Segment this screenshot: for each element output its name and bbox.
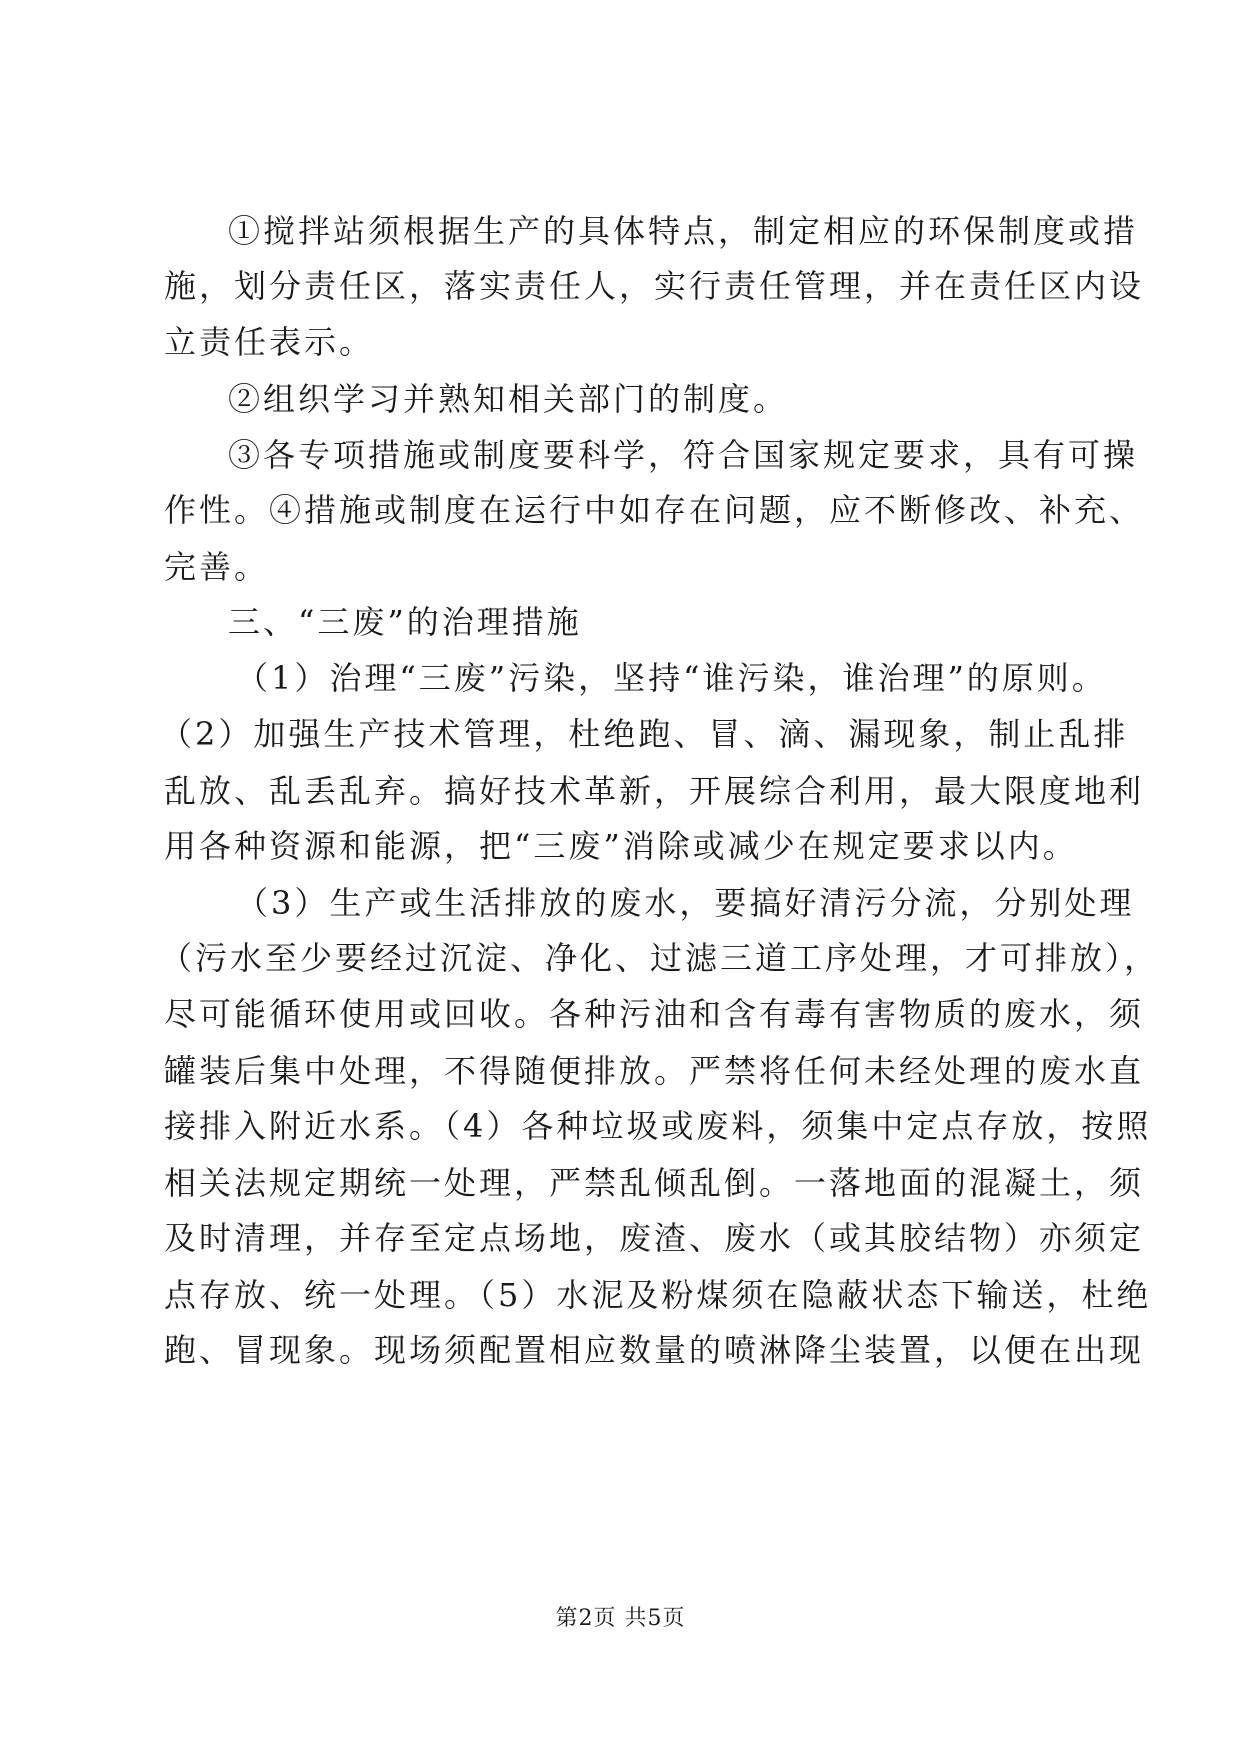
page-footer: 第2页 共5页 <box>555 1606 686 1631</box>
body-line: 用各种资源和能源，把“三废”消除或减少在规定要求以内。 <box>164 827 1078 865</box>
body-line: 尽可能循环使用或回收。各种污油和含有毒有害物质的废水，须 <box>164 995 1145 1033</box>
body-line: 点存放、统一处理。（5）水泥及粉煤须在隐蔽状态下输送，杜绝 <box>164 1276 1152 1314</box>
body-line: 作性。④措施或制度在运行中如存在问题，应不断修改、补充、 <box>164 491 1145 529</box>
body-line: 罐装后集中处理，不得随便排放。严禁将任何未经处理的废水直 <box>164 1052 1145 1090</box>
body-line: 施，划分责任区，落实责任人，实行责任管理，并在责任区内设 <box>164 267 1145 305</box>
section-heading: 三、“三废”的治理措施 <box>228 603 582 641</box>
body-line: 相关法规定期统一处理，严禁乱倾乱倒。一落地面的混凝土，须 <box>164 1164 1145 1202</box>
body-line: （1）治理“三废”污染，坚持“谁污染，谁治理”的原则。 <box>236 659 1107 697</box>
body-line: 接排入附近水系。（4）各种垃圾或废料，须集中定点存放，按照 <box>164 1107 1152 1145</box>
body-line: ③各专项措施或制度要科学，符合国家规定要求，具有可操 <box>228 436 1139 474</box>
body-line: ①搅拌站须根据生产的具体特点，制定相应的环保制度或措 <box>228 212 1139 250</box>
body-line: （3）生产或生活排放的废水，要搞好清污分流，分别处理 <box>236 884 1135 922</box>
body-line: 完善。 <box>164 548 270 586</box>
body-line: 立责任表示。 <box>164 323 375 361</box>
body-line: （污水至少要经过沉淀、净化、过滤三道工序处理，才可排放）， <box>160 939 1160 977</box>
body-line: ②组织学习并熟知相关部门的制度。 <box>228 380 789 418</box>
body-line: 及时清理，并存至定点场地，废渣、废水（或其胶结物）亦须定 <box>164 1219 1145 1257</box>
body-line: 乱放、乱丢乱弃。搞好技术革新，开展综合利用，最大限度地利 <box>164 772 1145 810</box>
body-line: （2）加强生产技术管理，杜绝跑、冒、滴、漏现象，制止乱排 <box>160 715 1129 753</box>
body-line: 跑、冒现象。现场须配置相应数量的喷淋降尘装置，以便在出现 <box>164 1331 1145 1369</box>
